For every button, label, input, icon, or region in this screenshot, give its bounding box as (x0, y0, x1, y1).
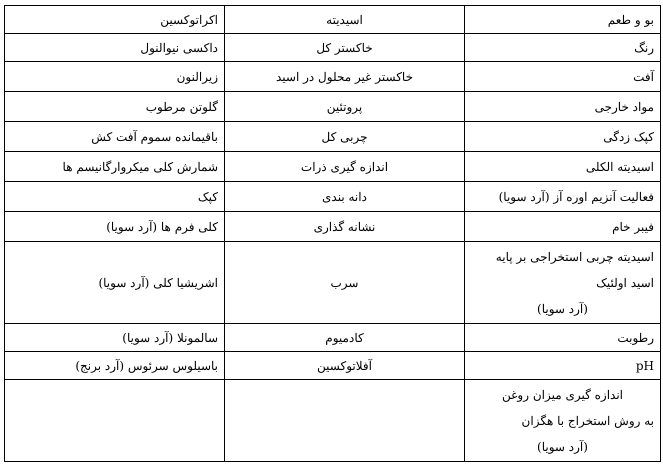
table-cell: رطوبت (465, 324, 661, 352)
table-row (5, 152, 661, 182)
cell-line: اندازه گیری میزان روغن (502, 387, 623, 402)
document-page (4, 5, 661, 462)
table-cell: اسیدیته (225, 6, 465, 34)
cell-line: اسید اولئیک (596, 275, 654, 290)
table-cell: باسیلوس سرئوس (آرد برنج) (5, 352, 225, 380)
table-cell: خاکستر غیر محلول در اسید (225, 62, 465, 92)
cell-line: اسیدیته چربی استخراجی بر پایه (495, 249, 654, 264)
table-row (5, 380, 661, 462)
table-cell: کادمیوم (225, 324, 465, 352)
table-row (5, 92, 661, 122)
table-cell: اکراتوکسین (5, 6, 225, 34)
table-cell (465, 380, 661, 462)
table-row (5, 352, 661, 380)
table-row (5, 242, 661, 324)
table-row (5, 122, 661, 152)
cell-line: (آرد سویا) (537, 439, 588, 454)
table-cell: آفت (465, 62, 661, 92)
table-cell: سالمونلا (آرد سویا) (5, 324, 225, 352)
table-row (5, 34, 661, 62)
table-row (5, 6, 661, 34)
table-cell: سرب (225, 242, 465, 324)
table-row (5, 212, 661, 242)
table-cell: گلوتن مرطوب (5, 92, 225, 122)
table-row (5, 324, 661, 352)
table-cell: کپک (5, 182, 225, 212)
table-cell: کپک زدگی (465, 122, 661, 152)
table-cell: رنگ (465, 34, 661, 62)
table-cell: اندازه گیری ذرات (225, 152, 465, 182)
table-cell: باقیمانده سموم آفت کش (5, 122, 225, 152)
table-cell: اشریشیا کلی (آرد سویا) (5, 242, 225, 324)
cell-line: به روش استخراج با هگزان (521, 413, 654, 428)
table-cell: کلی فرم ها (آرد سویا) (5, 212, 225, 242)
table-cell: خاکستر کل (225, 34, 465, 62)
table-cell: چربی کل (225, 122, 465, 152)
table-cell: دانه بندی (225, 182, 465, 212)
table-cell: مواد خارجی (465, 92, 661, 122)
table-cell: اسیدیته الکلی (465, 152, 661, 182)
table-cell: داکسی نیوالنول (5, 34, 225, 62)
table-cell: فعالیت آنزیم اوره آز (آرد سویا) (465, 182, 661, 212)
table-cell: نشانه گذاری (225, 212, 465, 242)
table-row (5, 62, 661, 92)
table-row (5, 182, 661, 212)
quality-tests-table (4, 5, 661, 462)
table-cell: فیبر خام (465, 212, 661, 242)
cell-line: (آرد سویا) (537, 301, 588, 316)
table-cell (225, 380, 465, 462)
table-cell: آفلاتوکسین (225, 352, 465, 380)
table-cell: شمارش کلی میکروارگانیسم ها (5, 152, 225, 182)
table-cell: بو و طعم (465, 6, 661, 34)
table-cell (5, 380, 225, 462)
table-cell: pH (465, 352, 661, 380)
table-cell: پروتئین (225, 92, 465, 122)
table-cell: زیرالنون (5, 62, 225, 92)
table-cell (465, 242, 661, 324)
